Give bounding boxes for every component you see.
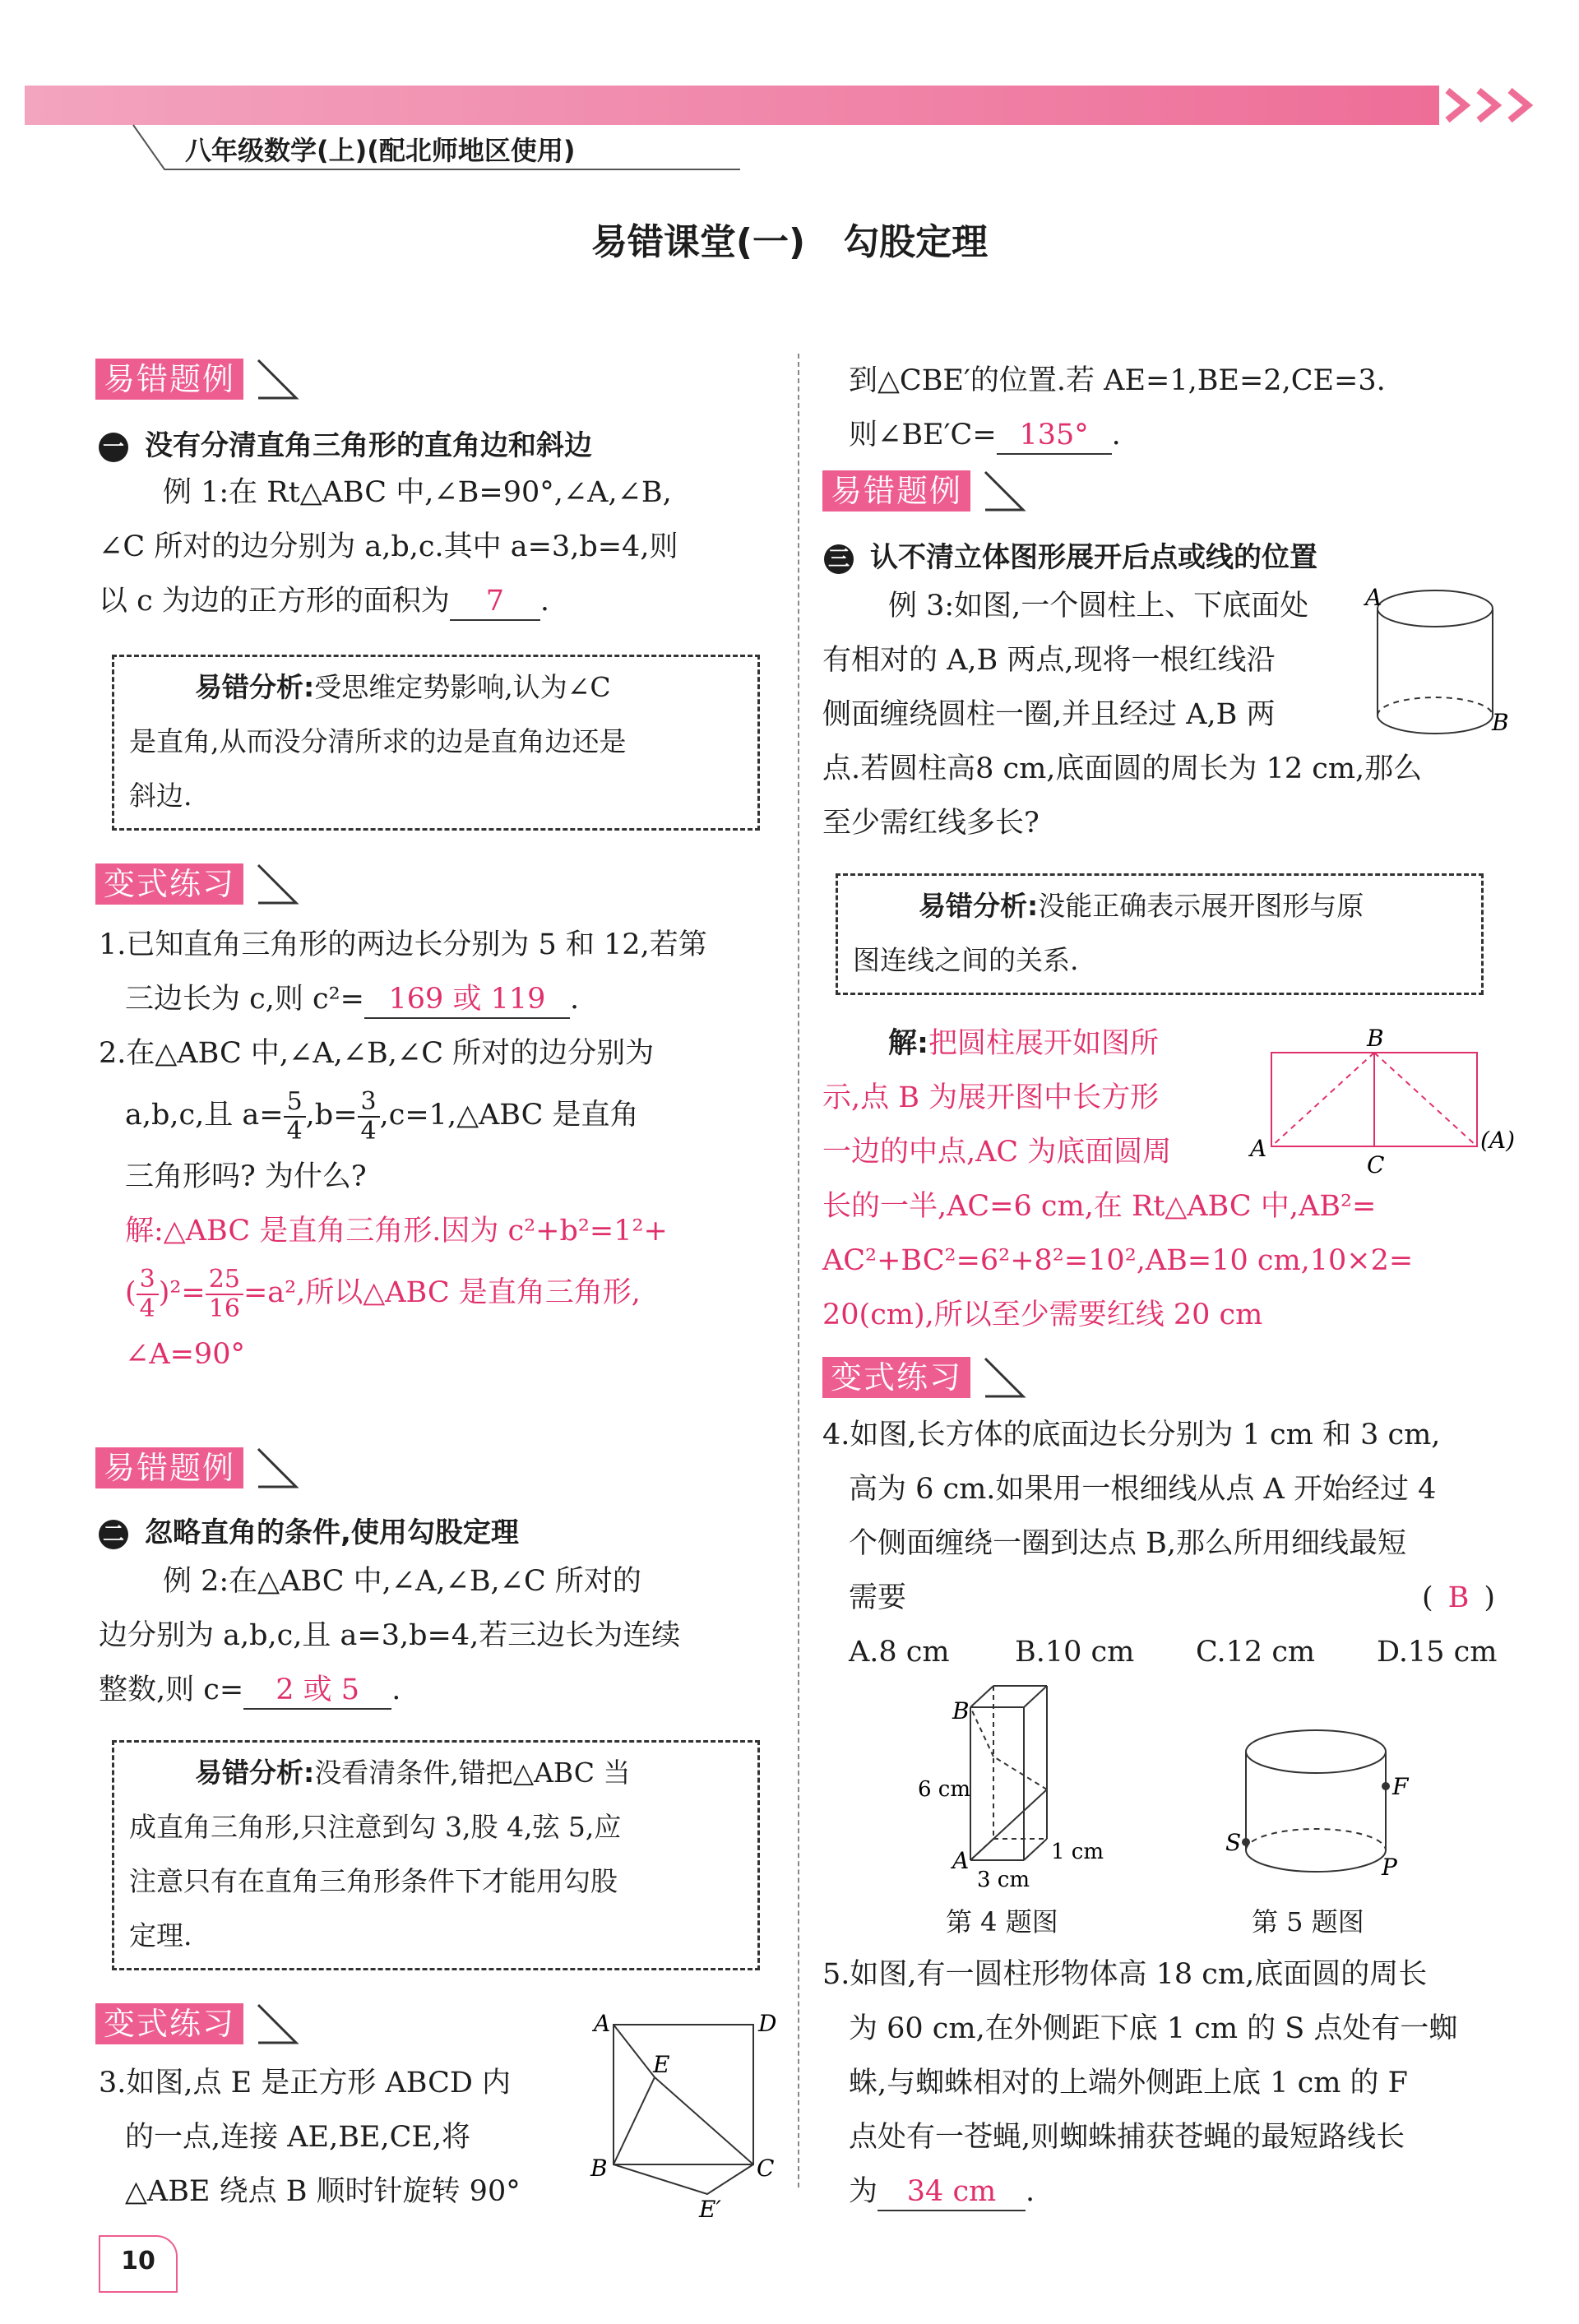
tag-errors-1: 易错题例	[95, 359, 301, 405]
sec3-heading: 三 认不清立体图形展开后点或线的位置	[824, 535, 1317, 575]
page-number: 10	[121, 2247, 155, 2275]
tag-errors-3: 易错题例	[822, 470, 1028, 516]
p1-answer: 169 或 119	[364, 981, 570, 1019]
tag-corner-icon	[257, 863, 306, 910]
p4-answer: B	[1447, 1581, 1470, 1614]
unroll-label-b: B	[1367, 1025, 1384, 1052]
sec1-example: 例 1:在 Rt△ABC 中,∠B=90°,∠A,∠B, ∠C 所对的边分别为 a,b,c.其中 a=3,b=4,则 以 c 为边的正方形的面积为 7 .	[99, 465, 678, 628]
p4-option-d: D.15 cm	[1377, 1636, 1498, 1669]
problem-1: 1.已知直角三角形的两边长分别为 5 和 12,若第 三边长为 c,则 c²= 169 或 119 .	[99, 918, 707, 1026]
page-title: 易错课堂(一) 勾股定理	[590, 221, 989, 263]
unroll-label-c: C	[1367, 1151, 1385, 1178]
p4-caption: 第 4 题图	[946, 1906, 1058, 1937]
cyl-label-b: B	[1492, 709, 1509, 736]
p3-label-b: B	[590, 2155, 608, 2182]
p4-label-depth: 1 cm	[1051, 1840, 1104, 1864]
p5-cylinder-figure	[1225, 1719, 1415, 1900]
sec2-heading: 二 忽略直角的条件,使用勾股定理	[99, 1510, 519, 1550]
p4-label-b: B	[952, 1697, 970, 1724]
unroll-label-a: A	[1250, 1135, 1267, 1162]
sec2-number-badge: 二	[99, 1520, 128, 1549]
p3-label-a: A	[594, 2010, 611, 2037]
problem-2: 2.在△ABC 中,∠A,∠B,∠C 所对的边分别为 a,b,c,且 a= $\frac{5}{4}$ ,b= $\frac{3}{4}$ ,c=1,△ABC 是直角 三角形吗? 为什么? 解:△ABC 是直角三角形.因为 c²+b²=1²+ ( $\frac{3}{4}$ )²= $\frac{25}{16}$ =a²,所以△ABC 是直角三角形, ∠A=90°	[99, 1037, 668, 1371]
sec2-answer: 2 或 5	[243, 1672, 391, 1710]
banner-chevrons-icon	[25, 86, 1542, 128]
p3-figure	[584, 2007, 781, 2223]
column-divider	[798, 354, 799, 2187]
p3-answer: 135°	[997, 417, 1112, 455]
problem-4: 4.如图,长方体的底面边长分别为 1 cm 和 3 cm, 高为 6 cm.如果用一根细线从点 A 开始经过 4 个侧面缠绕一圈到达点 B,那么所用细线最短 需要 ( B ) A.8 cm B.10 cm C.12 cm D.15 cm	[822, 1408, 1497, 1679]
tag-corner-icon	[257, 2003, 306, 2049]
tag-corner-icon	[984, 470, 1033, 516]
p4-option-c: C.12 cm	[1196, 1636, 1316, 1669]
sec1-number-badge: 一	[99, 433, 128, 462]
p5-label-s: S	[1225, 1829, 1242, 1856]
p4-label-width: 3 cm	[977, 1868, 1030, 1892]
sec3-number-badge: 三	[824, 544, 854, 574]
p5-answer: 34 cm	[877, 2174, 1026, 2211]
p3-label-d: D	[758, 2010, 777, 2037]
p4-cuboid-figure	[905, 1674, 1135, 1905]
p2-solution: 解:△ABC 是直角三角形.因为 c²+b²=1²+	[125, 1215, 668, 1248]
fraction-3-4: $\frac{3}{4}$	[358, 1088, 380, 1146]
unroll-label-a-prime: (A)	[1480, 1127, 1516, 1154]
sec3-analysis-box: 易错分析:没能正确表示展开图形与原 图连线之间的关系.	[836, 873, 1484, 995]
tag-corner-icon	[257, 1447, 306, 1493]
tag-corner-icon	[984, 1357, 1033, 1403]
sec3-solution: 解:把圆柱展开如图所 示,点 B 为展开图中长方形 一边的中点,AC 为底面圆周 长的一半,AC=6 cm,在 Rt△ABC 中,AB²= AC²+BC²=6²+8²=10²,AB=10 cm,10×2= 20(cm),所以至少需要红线 20 cm	[822, 1027, 1414, 1331]
p3-label-c: C	[757, 2155, 775, 2182]
tag-corner-icon	[257, 359, 306, 405]
fraction-5-4: $\frac{5}{4}$	[284, 1088, 306, 1146]
problem-3-continued: 到△CBE′的位置.若 AE=1,BE=2,CE=3. 则∠BE′C= 135° .	[822, 354, 1386, 462]
tag-practice-3: 变式练习	[822, 1357, 1028, 1403]
header-banner	[25, 86, 1542, 128]
p5-label-f: F	[1392, 1773, 1409, 1800]
sec3-unrolled-figure	[1239, 1023, 1518, 1179]
sec1-answer: 7	[450, 583, 540, 621]
page-number-box	[99, 2235, 178, 2293]
p3-label-e-prime: E′	[699, 2196, 721, 2223]
p4-label-height: 6 cm	[918, 1777, 971, 1802]
tag-errors-2: 易错题例	[95, 1447, 301, 1493]
sec2-analysis-box: 易错分析:没看清条件,错把△ABC 当 成直角三角形,只注意到勾 3,股 4,弦 5,应 注意只有在直角三角形条件下才能用勾股 定理.	[112, 1740, 760, 1970]
tag-practice-2: 变式练习	[95, 2003, 301, 2049]
p3-label-e: E	[653, 2051, 670, 2078]
sec1-analysis-box: 易错分析:受思维定势影响,认为∠C 是直角,从而没分清所求的边是直角边还是 斜边.	[112, 655, 760, 831]
p5-caption: 第 5 题图	[1252, 1906, 1364, 1937]
header-series: 八年级数学(上)(配北师地区使用)	[185, 135, 576, 166]
sec3-cylinder-figure	[1365, 581, 1509, 737]
sec3-example: 例 3:如图,一个圆柱上、下底面处 有相对的 A,B 两点,现将一根红线沿 侧面缠绕圆柱一圈,并且经过 A,B 两 点.若圆柱高8 cm,底面圆的周长为 12 cm,那么 至少需红线多长?	[822, 590, 1423, 840]
cyl-label-a: A	[1365, 584, 1382, 611]
tag-practice-1: 变式练习	[95, 863, 301, 910]
p4-option-a: A.8 cm	[849, 1636, 950, 1669]
p4-option-b: B.10 cm	[1015, 1636, 1135, 1669]
p5-label-p: P	[1382, 1854, 1397, 1881]
problem-3: 3.如图,点 E 是正方形 ABCD 内 的一点,连接 AE,BE,CE,将 △ABE 绕点 B 顺时针旋转 90°	[99, 2067, 521, 2208]
sec2-example: 例 2:在△ABC 中,∠A,∠B,∠C 所对的 边分别为 a,b,c,且 a=3,b=4,若三边长为连续 整数,则 c= 2 或 5 .	[99, 1554, 680, 1717]
p4-label-a: A	[952, 1847, 970, 1874]
sec1-heading: 一 没有分清直角三角形的直角边和斜边	[99, 423, 592, 463]
problem-5: 5.如图,有一圆柱形物体高 18 cm,底面圆的周长 为 60 cm,在外侧距下底 1 cm 的 S 点处有一蜘 蛛,与蜘蛛相对的上端外侧距上底 1 cm 的 F 点处有一苍蝇,则蜘蛛捕获苍蝇的最短路线长 为 34 cm .	[822, 1947, 1457, 2219]
